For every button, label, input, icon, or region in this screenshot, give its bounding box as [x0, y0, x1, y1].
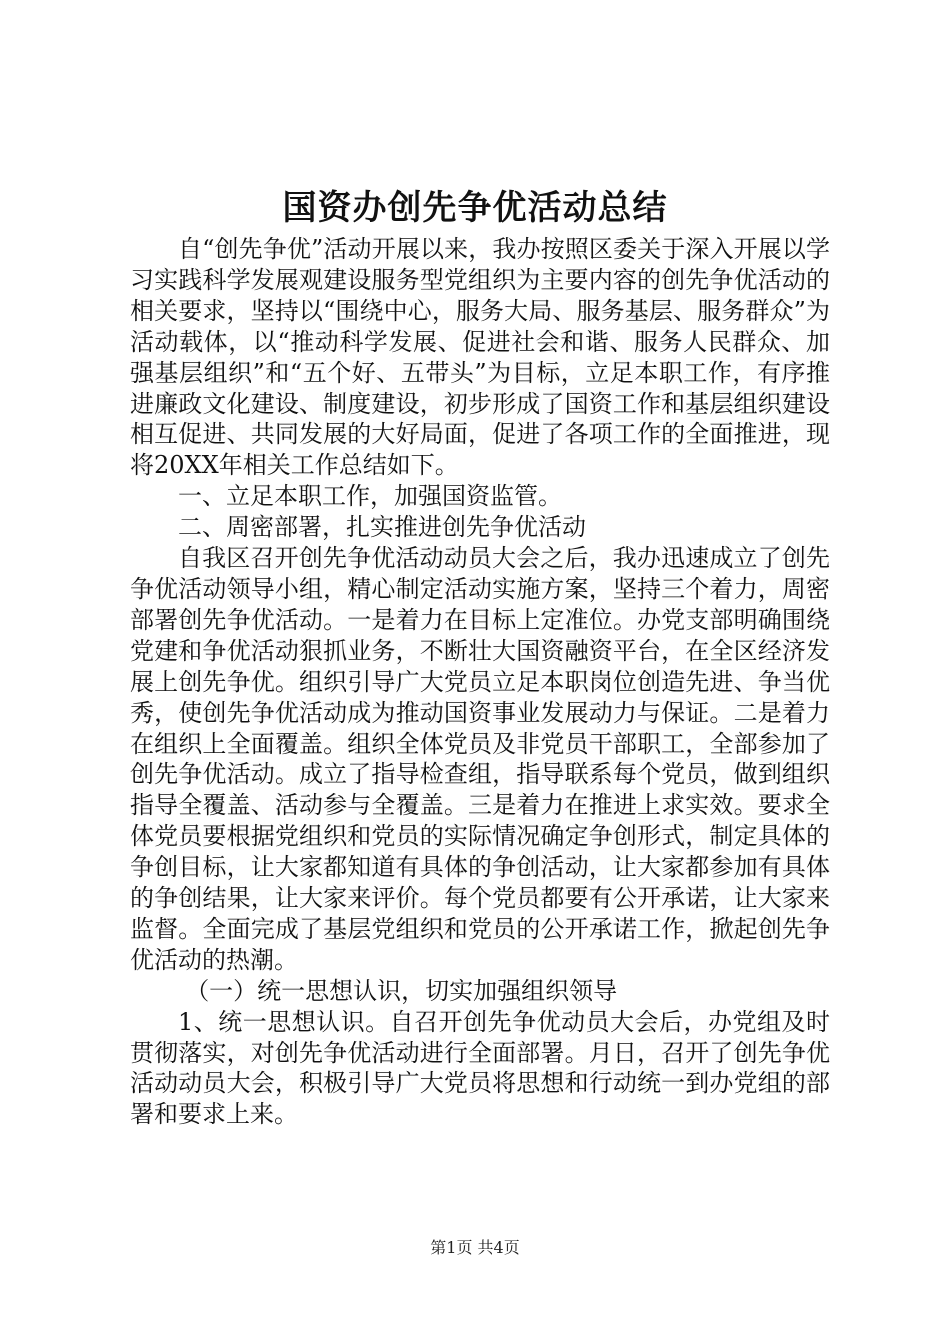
- section-heading-1: 一、立足本职工作，加强国资监管。: [178, 482, 562, 511]
- document-title: 国资办创先争优活动总结: [282, 188, 668, 228]
- section-heading-2: 二、周密部署，扎实推进创先争优活动: [178, 513, 586, 542]
- intro-paragraph: 自“创先争优”活动开展以来，我办按照区委关于深入开展以学习实践科学发展观建设服务型党组织为主要内容的创先争优活动的相关要求，坚持以“围绕中心，服务大局、服务基层、服务群众”为活动载体，以“推动科学发展、促进社会和谐、服务人民群众、加强基层组织”和“五个好、五带头”为目标，立足本职工作，有序推进廉政文化建设、制度建设，初步形成了国资工作和基层组织建设相互促进、共同发展的大好局面，促进了各项工作的全面推进，现将20XX年相关工作总结如下。: [130, 235, 830, 480]
- subsection-heading-1: （一）统一思想认识，切实加强组织领导: [185, 976, 618, 1005]
- page-footer: 第1页 共4页: [430, 1238, 520, 1257]
- document-body: [130, 234, 830, 1130]
- section-2-paragraph: 自我区召开创先争优活动动员大会之后，我办迅速成立了创先争优活动领导小组，精心制定活动实施方案，坚持三个着力，周密部署创先争优活动。一是着力在目标上定准位。办党支部明确围绕党建和争优活动狠抓业务，不断壮大国资融资平台，在全区经济发展上创先争优。组织引导广大党员立足本职岗位创造先进、争当优秀，使创先争优活动成为推动国资事业发展动力与保证。二是着力在组织上全面覆盖。组织全体党员及非党员干部职工，全部参加了创先争优活动。成立了指导检查组，指导联系每个党员，做到组织指导全覆盖、活动参与全覆盖。三是着力在推进上求实效。要求全体党员要根据党组织和党员的实际情况确定争创形式，制定具体的争创目标，让大家都知道有具体的争创活动，让大家都参加有具体的争创结果，让大家来评价。每个党员都要有公开承诺，让大家来监督。全面完成了基层党组织和党员的公开承诺工作，掀起创先争优活动的热潮。: [130, 544, 830, 974]
- subsection-item-1: 1、统一思想认识。自召开创先争优动员大会后，办党组及时贯彻落实，对创先争优活动进行全面部署。月日，召开了创先争优活动动员大会，积极引导广大党员将思想和行动统一到办党组的部署和要求上来。: [130, 1007, 830, 1129]
